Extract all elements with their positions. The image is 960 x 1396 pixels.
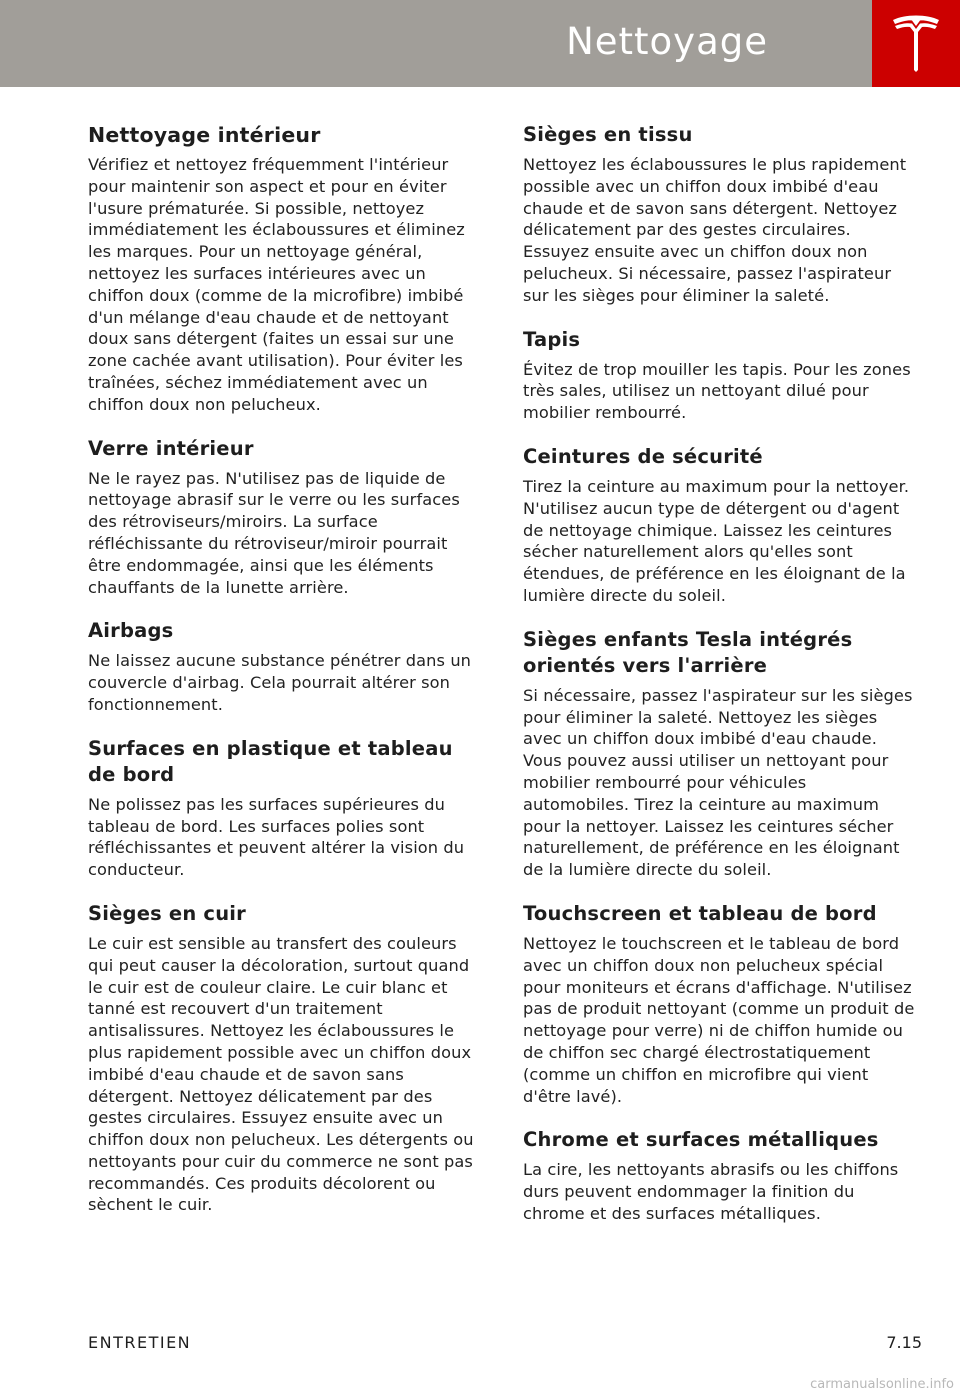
section-text: Évitez de trop mouiller les tapis. Pour les zones très sales, utilisez un nettoyant dilué pour mobilier rembourré. xyxy=(523,359,911,423)
section-heading: Verre intérieur xyxy=(88,436,254,460)
footer-section-name: ENTRETIEN xyxy=(88,1333,192,1352)
section-ceintures xyxy=(523,444,915,607)
section-heading: Tapis xyxy=(523,327,581,351)
section-sieges-cuir xyxy=(88,901,480,1216)
section-heading: Sièges en cuir xyxy=(88,901,246,925)
section-heading: Airbags xyxy=(88,619,174,643)
section-text: Nettoyez le touchscreen et le tableau de bord avec un chiffon doux non pelucheux spécial pour moniteurs et écrans d'affichage. N'utilisez pas de produit nettoyant (comme un produit de nettoyage pour verre) ni de chiffon humide ou de chiffon sec chargé électrostatiquement (comme un chiffon en microfibre qui vient d'être lavé). xyxy=(523,933,915,1106)
right-column xyxy=(523,122,915,1245)
left-column xyxy=(88,122,480,1236)
section-heading: Surfaces en plastique et tableau de bord xyxy=(88,736,453,786)
section-heading: Sièges enfants Tesla intégrés orientés vers l'arrière xyxy=(523,627,853,677)
section-heading: Touchscreen et tableau de bord xyxy=(523,901,877,925)
section-text: Tirez la ceinture au maximum pour la nettoyer. N'utilisez aucun type de détergent ou d'agent de nettoyage chimique. Laissez les ceintures sécher naturellement alors qu'elles sont étendues, de préférence en les éloignant de la lumière directe du soleil. xyxy=(523,476,910,605)
section-text: Ne le rayez pas. N'utilisez pas de liquide de nettoyage abrasif sur le verre ou les surfaces des rétroviseurs/miroirs. La surface réfléchissante du rétroviseur/miroir pourrait être endommagée, ainsi que les éléments chauffants de la lunette arrière. xyxy=(88,468,460,597)
section-surfaces-plastique xyxy=(88,736,480,881)
section-text: Vérifiez et nettoyez fréquemment l'intérieur pour maintenir son aspect et pour en éviter l'usure prématurée. Si possible, nettoyez immédiatement les éclaboussures et éliminez les marques. Pour un nettoyage général, nettoyez les surfaces intérieures avec un chiffon doux (comme de la microfibre) imbibé d'un mélange d'eau chaude et de nettoyant doux sans détergent (faites un essai sur une zone cachée avant utilisation). Pour éviter les traînées, séchez immédiatement avec un chiffon doux non pelucheux. xyxy=(88,155,465,414)
watermark: carmanualsonline.info xyxy=(810,1377,954,1392)
section-heading: Nettoyage intérieur xyxy=(88,123,321,147)
section-verre-interieur xyxy=(88,436,480,599)
brand-logo xyxy=(872,0,960,87)
section-text: Ne laissez aucune substance pénétrer dans un couvercle d'airbag. Cela pourrait altérer son fonctionnement. xyxy=(88,651,472,714)
tesla-logo-icon xyxy=(891,14,941,72)
section-chrome xyxy=(523,1127,915,1224)
section-nettoyage-interieur xyxy=(88,122,480,416)
section-sieges-enfants xyxy=(523,627,915,881)
section-airbags xyxy=(88,618,480,715)
footer-page-number: 7.15 xyxy=(886,1333,922,1352)
page-title: Nettoyage xyxy=(566,20,768,63)
section-text: Le cuir est sensible au transfert des couleurs qui peut causer la décoloration, surtout quand le cuir est de couleur claire. Le cuir blanc et tanné est recouvert d'un traitement antisalissures. Nettoyez les éclaboussures le plus rapidement possible avec un chiffon doux imbibé d'eau chaude et de savon sans détergent. Nettoyez délicatement par des gestes circulaires. Essuyez ensuite avec un chiffon doux non pelucheux. Les détergents ou nettoyants pour cuir du commerce ne sont pas recommandés. Ces produits décolorent ou sèchent le cuir. xyxy=(88,933,474,1215)
section-touchscreen xyxy=(523,901,915,1107)
section-tapis xyxy=(523,327,915,424)
section-text: Si nécessaire, passez l'aspirateur sur les sièges pour éliminer la saleté. Nettoyez les sièges avec un chiffon doux imbibé d'eau chaude. Vous pouvez aussi utiliser un nettoyant pour mobilier rembourré pour véhicules automobiles. Tirez la ceinture au maximum pour la nettoyer. Laissez les ceintures sécher naturellement, de préférence en les éloignant de la lumière directe du soleil. xyxy=(523,685,913,880)
section-heading: Chrome et surfaces métalliques xyxy=(523,1128,879,1152)
section-heading: Sièges en tissu xyxy=(523,123,693,146)
section-text: La cire, les nettoyants abrasifs ou les chiffons durs peuvent endommager la finition du chrome et des surfaces métalliques. xyxy=(523,1160,899,1223)
section-sieges-tissu xyxy=(523,122,915,307)
header-bar xyxy=(0,0,872,87)
section-text: Ne polissez pas les surfaces supérieures du tableau de bord. Les surfaces polies sont réfléchissantes et peuvent altérer la vision du conducteur. xyxy=(88,794,465,880)
section-heading: Ceintures de sécurité xyxy=(523,444,763,468)
section-text: Nettoyez les éclaboussures le plus rapidement possible avec un chiffon doux imbibé d'eau chaude et de savon sans détergent. Nettoyez délicatement par des gestes circulaires. Essuyez ensuite avec un chiffon doux non pelucheux. Si nécessaire, passez l'aspirateur sur les sièges pour éliminer la saleté. xyxy=(523,155,907,305)
